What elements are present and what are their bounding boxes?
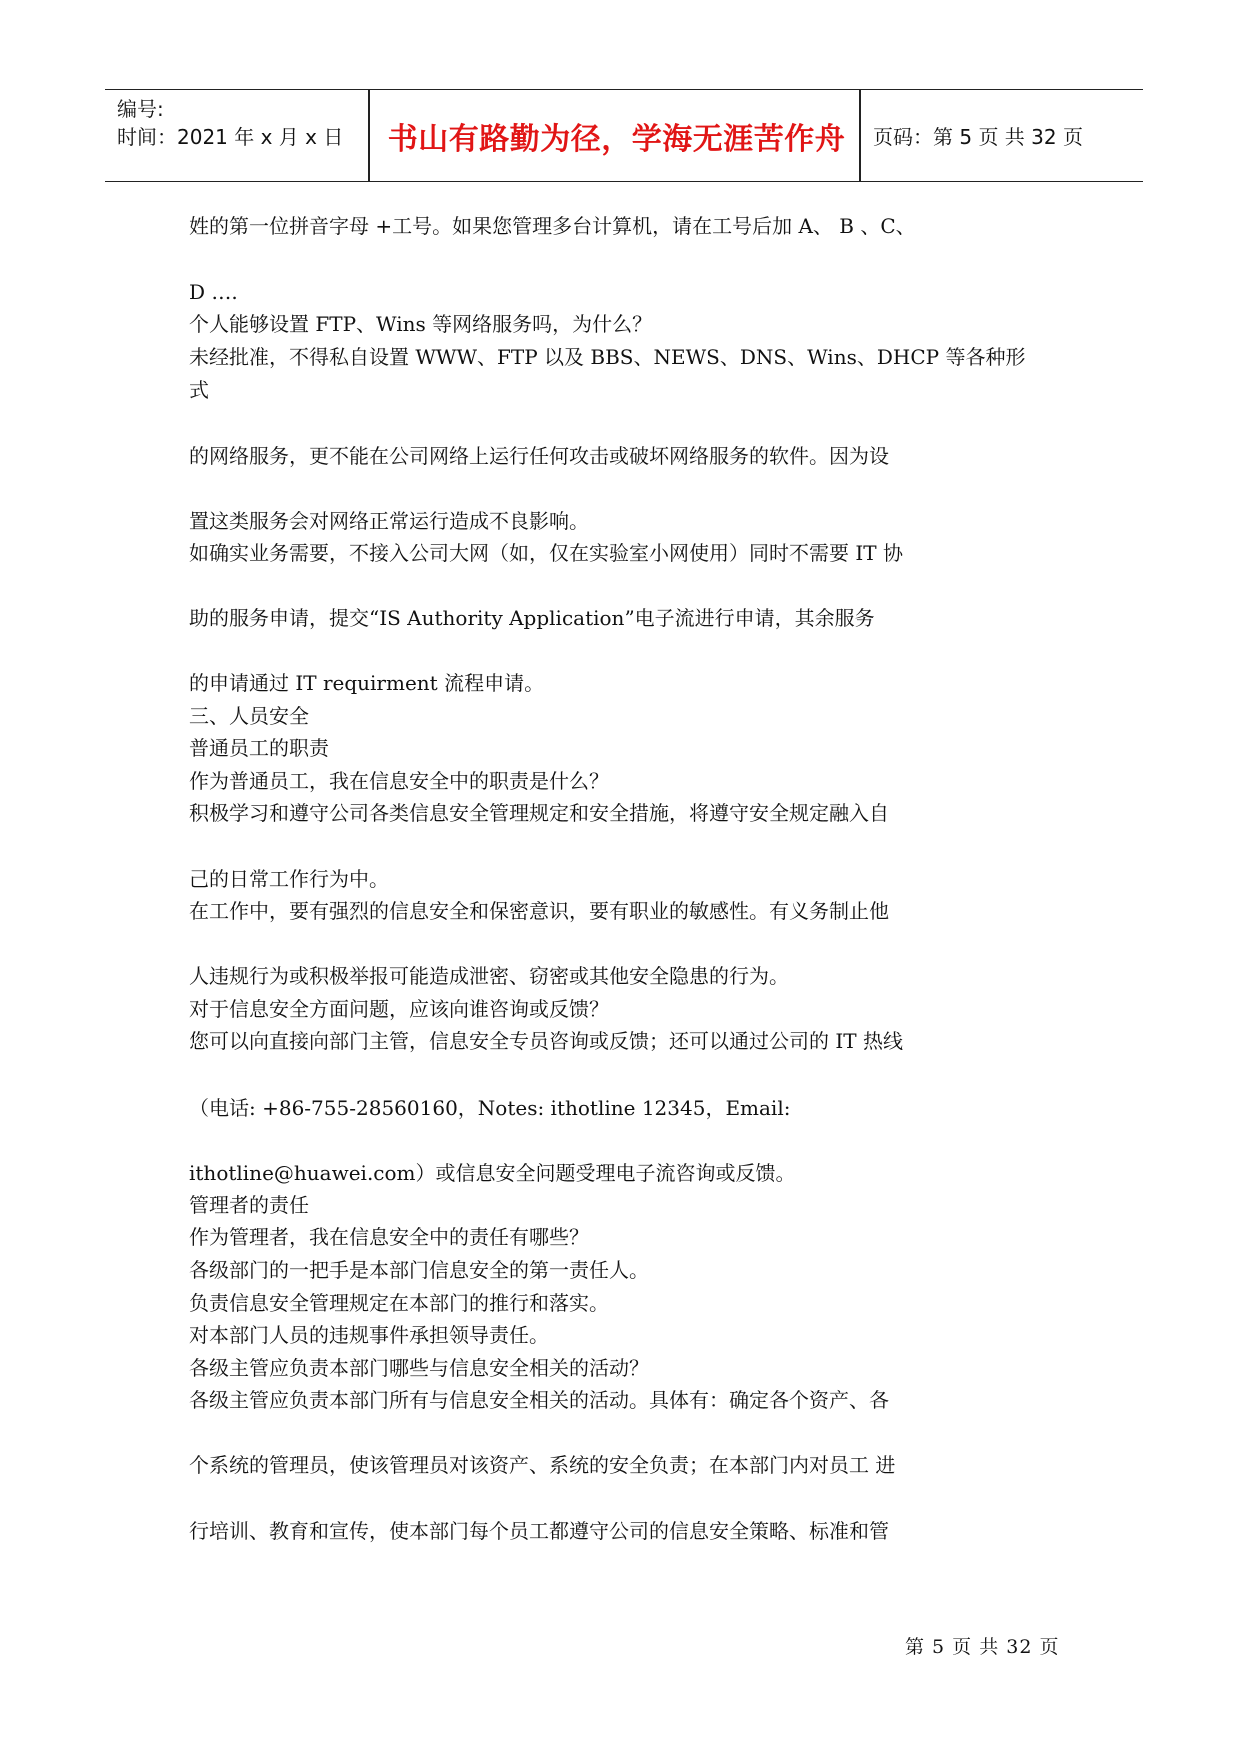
body-line: 助的服务申请，提交“IS Authority Application”电子流进行申请，其余服务: [189, 606, 875, 630]
body-line: ithotline@huawei.com）或信息安全问题受理电子流咨询或反馈。: [189, 1161, 796, 1185]
body-line: 负责信息安全管理规定在本部门的推行和落实。: [189, 1291, 609, 1315]
header-divider: [368, 90, 370, 181]
document-number-label: 编号:: [117, 97, 164, 121]
body-line: 行培训、教育和宣传，使本部门每个员工都遵守公司的信息安全策略、标准和管: [189, 1519, 889, 1543]
document-header: [105, 89, 1143, 182]
body-line: 的网络服务，更不能在公司网络上运行任何攻击或破坏网络服务的软件。因为设: [189, 444, 889, 468]
body-line: （电话: +86-755-28560160，Notes: ithotline 12345，Email:: [189, 1096, 791, 1120]
body-line: 在工作中，要有强烈的信息安全和保密意识，要有职业的敏感性。有义务制止他: [189, 899, 889, 923]
body-line: 个人能够设置 FTP、Wins 等网络服务吗，为什么？: [189, 312, 653, 336]
subsection-heading: 管理者的责任: [189, 1193, 309, 1217]
page-footer: 第 5 页 共 32 页: [905, 1636, 1060, 1658]
body-line: 各级主管应负责本部门所有与信息安全相关的活动。具体有：确定各个资产、各: [189, 1388, 889, 1412]
subsection-heading: 普通员工的职责: [189, 736, 329, 760]
body-line: 个系统的管理员，使该管理员对该资产、系统的安全负责；在本部门内对员工 进: [189, 1453, 896, 1477]
body-line: 己的日常工作行为中。: [189, 867, 389, 891]
body-line: 各级部门的一把手是本部门信息安全的第一责任人。: [189, 1258, 649, 1282]
body-line: 您可以向直接向部门主管，信息安全专员咨询或反馈；还可以通过公司的 IT 热线: [189, 1029, 903, 1053]
header-motto: 书山有路勤为径，学海无涯苦作舟: [387, 121, 846, 157]
body-line: 各级主管应负责本部门哪些与信息安全相关的活动？: [189, 1356, 649, 1380]
header-meta: [117, 95, 362, 151]
header-divider: [859, 90, 861, 181]
body-line: 对本部门人员的违规事件承担领导责任。: [189, 1323, 549, 1347]
body-line: 置这类服务会对网络正常运行造成不良影响。: [189, 509, 589, 533]
body-line: 积极学习和遵守公司各类信息安全管理规定和安全措施，将遵守安全规定融入自: [189, 801, 889, 825]
header-page-info: 页码：第 5 页 共 32 页: [873, 125, 1083, 149]
body-line: 未经批准，不得私自设置 WWW、FTP 以及 BBS、NEWS、DNS、Wins、DHCP 等各种形: [189, 345, 1026, 369]
body-line: 如确实业务需要，不接入公司大网（如，仅在实验室小网使用）同时不需要 IT 协: [189, 541, 903, 565]
body-line: 式: [189, 378, 209, 402]
body-line: 人违规行为或积极举报可能造成泄密、窃密或其他安全隐患的行为。: [189, 964, 789, 988]
body-line: 的申请通过 IT requirment 流程申请。: [189, 671, 545, 695]
body-line: 作为普通员工，我在信息安全中的职责是什么？: [189, 769, 609, 793]
section-heading: 三、人员安全: [189, 704, 309, 728]
body-line: 作为管理者，我在信息安全中的责任有哪些？: [189, 1225, 589, 1249]
body-line: 对于信息安全方面问题，应该向谁咨询或反馈？: [189, 997, 609, 1021]
body-line: 姓的第一位拼音字母 +工号。如果您管理多台计算机，请在工号后加 A、 B 、C、: [189, 214, 916, 238]
document-time-label: 时间：2021 年 x 月 x 日: [117, 125, 344, 149]
body-line: D ….: [189, 280, 238, 304]
